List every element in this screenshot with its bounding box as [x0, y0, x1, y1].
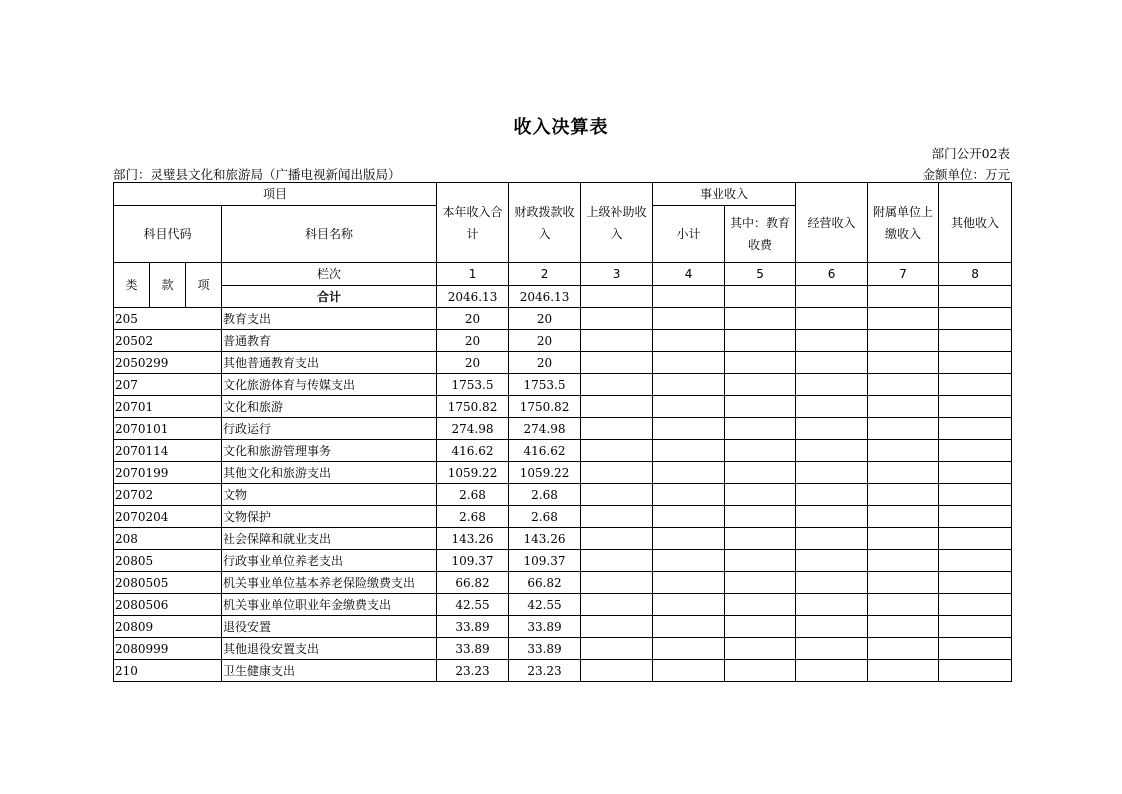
empty-cell [796, 396, 868, 418]
empty-cell [939, 418, 1012, 440]
row-name: 退役安置 [222, 616, 437, 638]
row-total: 2.68 [437, 506, 509, 528]
empty-cell [725, 308, 796, 330]
row-total: 109.37 [437, 550, 509, 572]
header-kuan: 款 [150, 263, 186, 308]
table-row [114, 616, 1012, 638]
row-fiscal: 1753.5 [509, 374, 581, 396]
sum-label: 合计 [222, 286, 437, 308]
row-name: 文化和旅游管理事务 [222, 440, 437, 462]
sum-fiscal: 2046.13 [509, 286, 581, 308]
row-code: 2070101 [114, 418, 222, 440]
empty-cell [581, 330, 653, 352]
row-total: 33.89 [437, 638, 509, 660]
header-operating: 经营收入 [796, 183, 868, 263]
empty-cell [868, 616, 939, 638]
row-total: 143.26 [437, 528, 509, 550]
row-name: 机关事业单位基本养老保险缴费支出 [222, 572, 437, 594]
row-name: 普通教育 [222, 330, 437, 352]
table-row [114, 660, 1012, 682]
row-fiscal: 33.89 [509, 616, 581, 638]
empty-cell [581, 396, 653, 418]
empty-cell [581, 638, 653, 660]
unit-label: 金额单位：万元 [922, 167, 1010, 182]
page-title: 收入决算表 [513, 117, 609, 138]
empty-cell [653, 506, 725, 528]
row-code: 20805 [114, 550, 222, 572]
row-code: 2070114 [114, 440, 222, 462]
empty-cell [653, 572, 725, 594]
empty-cell [868, 506, 939, 528]
table-row [114, 330, 1012, 352]
row-fiscal: 2.68 [509, 484, 581, 506]
empty-cell [581, 374, 653, 396]
empty-cell [653, 462, 725, 484]
empty-cell [868, 660, 939, 682]
row-code: 2080506 [114, 594, 222, 616]
row-name: 机关事业单位职业年金缴费支出 [222, 594, 437, 616]
header-total-income: 本年收入合计 [437, 183, 509, 263]
row-code: 207 [114, 374, 222, 396]
empty-cell [725, 418, 796, 440]
row-fiscal: 416.62 [509, 440, 581, 462]
row-total: 416.62 [437, 440, 509, 462]
empty-cell [796, 572, 868, 594]
empty-cell [653, 330, 725, 352]
col-number: 1 [437, 263, 509, 286]
row-code: 2050299 [114, 352, 222, 374]
row-name: 其他文化和旅游支出 [222, 462, 437, 484]
empty-cell [868, 330, 939, 352]
header-affiliated: 附属单位上缴收入 [868, 183, 939, 263]
header-education-fee: 其中：教育收费 [725, 206, 796, 263]
row-code: 2070199 [114, 462, 222, 484]
empty-cell [581, 352, 653, 374]
empty-cell [868, 440, 939, 462]
empty-cell [581, 308, 653, 330]
row-name: 行政事业单位养老支出 [222, 550, 437, 572]
col-number: 7 [868, 263, 939, 286]
row-total: 20 [437, 330, 509, 352]
empty-cell [939, 616, 1012, 638]
empty-cell [725, 484, 796, 506]
row-code: 2070204 [114, 506, 222, 528]
table-row [114, 550, 1012, 572]
empty-cell [939, 594, 1012, 616]
table-row [114, 572, 1012, 594]
row-total: 1753.5 [437, 374, 509, 396]
col-number: 3 [581, 263, 653, 286]
empty-cell [581, 616, 653, 638]
header-xiang: 项 [186, 263, 222, 308]
empty-cell [725, 594, 796, 616]
empty-cell [725, 374, 796, 396]
empty-cell [725, 616, 796, 638]
empty-cell [939, 440, 1012, 462]
row-fiscal: 1059.22 [509, 462, 581, 484]
row-name: 其他普通教育支出 [222, 352, 437, 374]
empty-cell [581, 462, 653, 484]
row-fiscal: 23.23 [509, 660, 581, 682]
col-number: 4 [653, 263, 725, 286]
empty-cell [725, 550, 796, 572]
col-number: 8 [939, 263, 1012, 286]
header-name: 科目名称 [222, 206, 437, 263]
empty-cell [868, 396, 939, 418]
form-number: 部门公开02表 [931, 146, 1010, 161]
row-name: 文物保护 [222, 506, 437, 528]
row-total: 33.89 [437, 616, 509, 638]
row-total: 20 [437, 352, 509, 374]
header-column-no: 栏次 [222, 263, 437, 286]
row-name: 社会保障和就业支出 [222, 528, 437, 550]
empty-cell [939, 374, 1012, 396]
header-item: 项目 [114, 183, 437, 206]
row-name: 教育支出 [222, 308, 437, 330]
row-total: 42.55 [437, 594, 509, 616]
empty-cell [725, 506, 796, 528]
row-code: 205 [114, 308, 222, 330]
row-fiscal: 20 [509, 352, 581, 374]
empty-cell [653, 550, 725, 572]
row-fiscal: 66.82 [509, 572, 581, 594]
empty-cell [796, 660, 868, 682]
table-row [114, 374, 1012, 396]
empty-cell [653, 638, 725, 660]
empty-cell [653, 374, 725, 396]
empty-cell [581, 660, 653, 682]
empty-cell [581, 506, 653, 528]
empty-cell [868, 418, 939, 440]
empty-cell [653, 352, 725, 374]
empty-cell [581, 528, 653, 550]
row-name: 文化和旅游 [222, 396, 437, 418]
empty-cell [796, 352, 868, 374]
col-number: 2 [509, 263, 581, 286]
row-fiscal: 33.89 [509, 638, 581, 660]
row-name: 行政运行 [222, 418, 437, 440]
row-code: 210 [114, 660, 222, 682]
empty-cell [796, 462, 868, 484]
empty-cell [796, 308, 868, 330]
empty-cell [725, 528, 796, 550]
header-fiscal: 财政拨款收入 [509, 183, 581, 263]
empty-cell [725, 352, 796, 374]
table-row [114, 484, 1012, 506]
row-fiscal: 274.98 [509, 418, 581, 440]
empty-cell [653, 660, 725, 682]
empty-cell [868, 484, 939, 506]
header-lei: 类 [114, 263, 150, 308]
sum-row [114, 286, 1012, 308]
empty-cell [868, 374, 939, 396]
row-code: 2080999 [114, 638, 222, 660]
empty-cell [796, 550, 868, 572]
empty-cell [796, 330, 868, 352]
empty-cell [725, 660, 796, 682]
empty-cell [653, 484, 725, 506]
empty-cell [939, 660, 1012, 682]
table-row [114, 462, 1012, 484]
empty-cell [939, 330, 1012, 352]
empty-cell [939, 308, 1012, 330]
row-total: 274.98 [437, 418, 509, 440]
row-fiscal: 20 [509, 330, 581, 352]
empty-cell [868, 638, 939, 660]
table-row [114, 308, 1012, 330]
row-total: 2.68 [437, 484, 509, 506]
table-row [114, 440, 1012, 462]
row-code: 2080505 [114, 572, 222, 594]
empty-cell [868, 528, 939, 550]
empty-cell [581, 418, 653, 440]
header-other: 其他收入 [939, 183, 1012, 263]
empty-cell [725, 440, 796, 462]
empty-cell [939, 638, 1012, 660]
row-code: 20502 [114, 330, 222, 352]
empty-cell [796, 638, 868, 660]
row-fiscal: 1750.82 [509, 396, 581, 418]
empty-cell [653, 594, 725, 616]
empty-cell [868, 594, 939, 616]
empty-cell [653, 616, 725, 638]
row-name: 卫生健康支出 [222, 660, 437, 682]
empty-cell [581, 440, 653, 462]
empty-cell [939, 506, 1012, 528]
header-superior: 上级补助收入 [581, 183, 653, 263]
sum-total: 2046.13 [437, 286, 509, 308]
empty-cell [725, 572, 796, 594]
department-label: 部门：灵璧县文化和旅游局（广播电视新闻出版局） [113, 167, 401, 182]
table-row [114, 638, 1012, 660]
empty-cell [653, 396, 725, 418]
empty-cell [581, 484, 653, 506]
row-total: 1750.82 [437, 396, 509, 418]
empty-cell [796, 506, 868, 528]
empty-cell [868, 462, 939, 484]
empty-cell [939, 572, 1012, 594]
empty-cell [581, 550, 653, 572]
empty-cell [939, 550, 1012, 572]
row-total: 20 [437, 308, 509, 330]
empty-cell [796, 594, 868, 616]
table-row [114, 506, 1012, 528]
header-business: 事业收入 [653, 183, 796, 206]
empty-cell [725, 330, 796, 352]
empty-cell [939, 484, 1012, 506]
empty-cell [796, 528, 868, 550]
row-fiscal: 143.26 [509, 528, 581, 550]
table-row [114, 594, 1012, 616]
row-code: 20701 [114, 396, 222, 418]
empty-cell [653, 528, 725, 550]
table-row [114, 352, 1012, 374]
empty-cell [796, 484, 868, 506]
empty-cell [868, 308, 939, 330]
row-fiscal: 2.68 [509, 506, 581, 528]
row-total: 66.82 [437, 572, 509, 594]
empty-cell [939, 528, 1012, 550]
empty-cell [725, 396, 796, 418]
row-total: 1059.22 [437, 462, 509, 484]
row-code: 208 [114, 528, 222, 550]
empty-cell [653, 418, 725, 440]
empty-cell [653, 308, 725, 330]
row-fiscal: 42.55 [509, 594, 581, 616]
row-code: 20809 [114, 616, 222, 638]
row-fiscal: 109.37 [509, 550, 581, 572]
empty-cell [581, 594, 653, 616]
table-row [114, 418, 1012, 440]
row-fiscal: 20 [509, 308, 581, 330]
empty-cell [796, 440, 868, 462]
row-code: 20702 [114, 484, 222, 506]
col-number: 5 [725, 263, 796, 286]
header-subtotal: 小计 [653, 206, 725, 263]
empty-cell [725, 462, 796, 484]
empty-cell [939, 352, 1012, 374]
col-number: 6 [796, 263, 868, 286]
row-name: 文化旅游体育与传媒支出 [222, 374, 437, 396]
empty-cell [939, 396, 1012, 418]
row-total: 23.23 [437, 660, 509, 682]
empty-cell [796, 616, 868, 638]
header-code: 科目代码 [114, 206, 222, 263]
table-row [114, 396, 1012, 418]
empty-cell [796, 418, 868, 440]
row-name: 文物 [222, 484, 437, 506]
empty-cell [868, 352, 939, 374]
empty-cell [868, 550, 939, 572]
empty-cell [725, 638, 796, 660]
row-name: 其他退役安置支出 [222, 638, 437, 660]
table-row [114, 528, 1012, 550]
empty-cell [939, 462, 1012, 484]
income-table [113, 182, 1012, 682]
empty-cell [868, 572, 939, 594]
empty-cell [653, 440, 725, 462]
empty-cell [581, 572, 653, 594]
empty-cell [796, 374, 868, 396]
